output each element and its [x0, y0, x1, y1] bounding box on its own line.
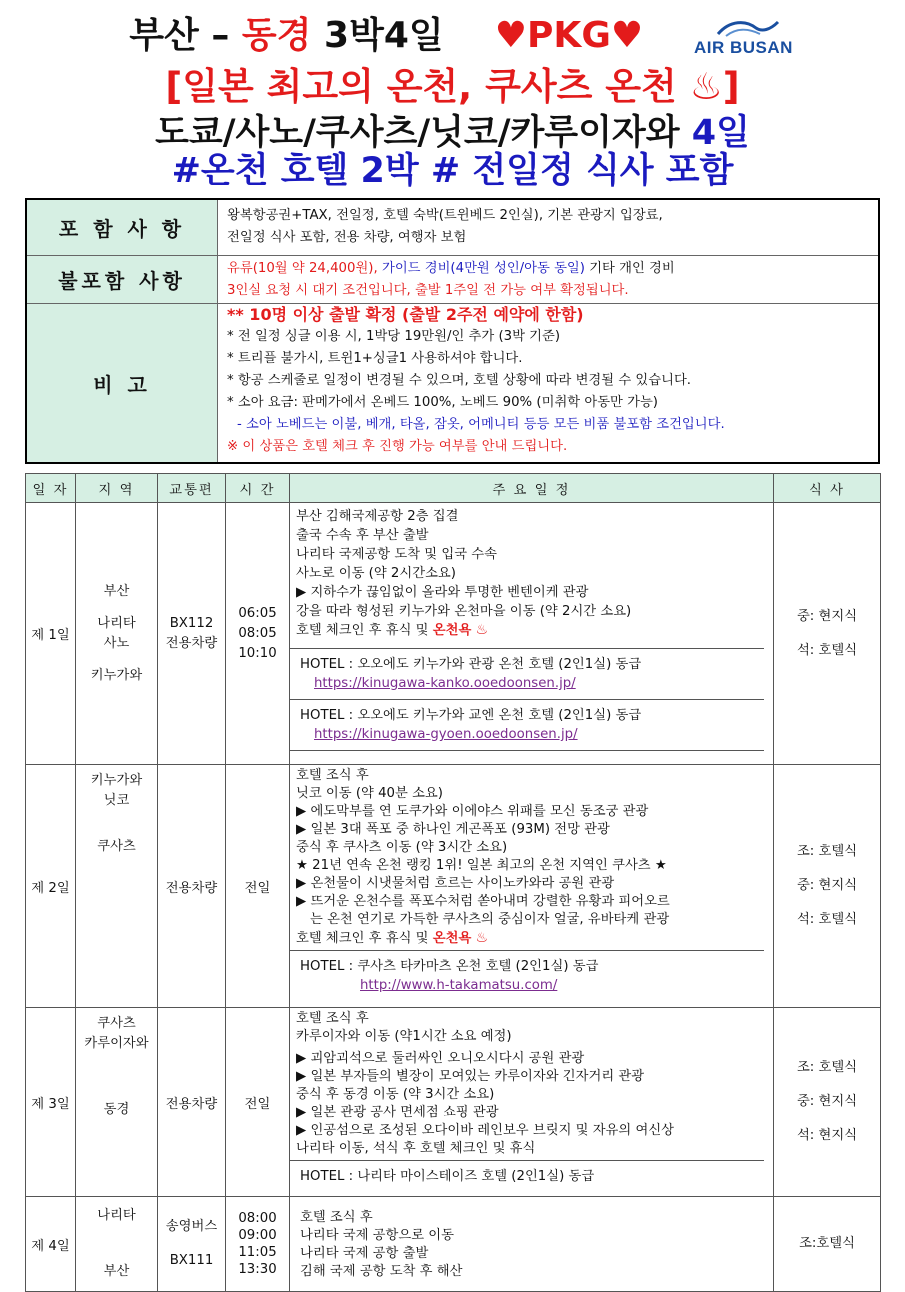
included-text [227, 205, 663, 249]
region-cell [76, 1008, 158, 1197]
heart-icon: ♥ [610, 15, 644, 56]
personal-expense: 기타 개인 경비 [589, 261, 675, 276]
remarks-text [227, 304, 725, 458]
region-name: 동경 [103, 1102, 130, 1117]
meal-item: 중: 현지식 [796, 878, 858, 893]
checkin-text: 호텔 체크인 후 휴식 및 [296, 931, 429, 946]
schedule-line: 는 온천 연기로 가득한 쿠사츠의 중심이자 얼굴, 유바타케 관광 [310, 912, 670, 927]
day-cell: 제 4일 [26, 1197, 76, 1292]
meal-item: 중: 현지식 [796, 1094, 858, 1109]
time-value: 13:30 [238, 1262, 277, 1277]
included-label: 포 함 사 항 [27, 200, 218, 255]
schedule-line: ▶ 에도막부를 연 도쿠가와 이에야스 위패를 모신 동조궁 관광 [296, 804, 649, 819]
schedule-lines [290, 503, 773, 642]
column-header-date: 일 자 [26, 474, 76, 503]
region-name: 부산 [103, 583, 130, 599]
title-duration: 3박4일 [324, 15, 444, 56]
time-cell: 전일 [226, 765, 290, 1008]
table-row [26, 765, 881, 1008]
region-name: 카루이자와 [84, 1036, 149, 1051]
schedule-line: 나리타 국제 공항으로 이동 [300, 1228, 454, 1243]
time-value: 08:00 [238, 1211, 277, 1226]
schedule-cell [290, 1008, 774, 1197]
region-name: 부산 [103, 1264, 130, 1279]
air-busan-wordmark: AIR BUSAN [694, 38, 793, 57]
time-value: 08:05 [238, 625, 277, 641]
hotel-name: HOTEL : 오오에도 키누가와 교엔 온천 호텔 (2인1실) 동급 [300, 708, 642, 723]
excluded-line [227, 258, 675, 280]
time-cell: 전일 [226, 1008, 290, 1197]
table-row [26, 1197, 881, 1292]
schedule-line: 중식 후 동경 이동 (약 3시간 소요) [296, 1087, 495, 1102]
remarks-label: 비 고 [27, 304, 218, 462]
transport-cell: 전용차량 [158, 1008, 226, 1197]
column-header-region: 지 역 [76, 474, 158, 503]
wave-icon [716, 18, 780, 38]
time-cell [226, 503, 290, 765]
region-cell [76, 503, 158, 765]
schedule-line: 닛코 이동 (약 40분 소요) [296, 786, 443, 801]
schedule-line: ▶ 온천물이 시냇물처럼 흐르는 사이노카와라 공원 관광 [296, 876, 615, 891]
package-info-box [25, 198, 880, 464]
schedule-line: 호텔 조식 후 [300, 1210, 373, 1225]
checkin-text: 호텔 체크인 후 휴식 및 [296, 623, 429, 638]
schedule-lines [290, 765, 773, 950]
excluded-label: 불포함 사항 [27, 256, 218, 303]
region-cell [76, 1197, 158, 1292]
fuel-surcharge: 유류(10월 약 24,400원), [227, 261, 378, 276]
schedule-line: ▶ 지하수가 끊임없이 올라와 투명한 벤텐이케 관광 [296, 585, 589, 600]
region-name: 키누가와 [90, 773, 143, 788]
schedule-line: ▶ 인공섬으로 조성된 오다이바 레인보우 브릿지 및 자유의 여신상 [296, 1123, 675, 1138]
schedule-line: 출국 수속 후 부산 출발 [296, 528, 429, 543]
schedule-line [296, 929, 767, 948]
region-name: 쿠사츠 [97, 1016, 136, 1031]
schedule-lines [290, 1205, 773, 1283]
meal-item: 조:호텔식 [799, 1236, 855, 1251]
onsen-label: 온천욕 [432, 931, 472, 946]
table-row [26, 503, 881, 765]
schedule-line: ▶ 일본 3대 폭포 중 하나인 게곤폭포 (93M) 전망 관광 [296, 822, 610, 837]
schedule-cell [290, 765, 774, 1008]
excluded-line: 3인실 요청 시 대기 조건입니다, 출발 1주일 전 가능 여부 확정됩니다. [227, 283, 629, 298]
schedule-line: 호텔 조식 후 [296, 1011, 369, 1026]
time-value: 10:10 [238, 645, 277, 661]
schedule-line: 부산 김해국제공항 2층 집결 [296, 509, 459, 524]
schedule-line: ▶ 뜨거운 온천수를 폭포수처럼 쏟아내며 강렬한 유황과 피어오르 [296, 894, 670, 909]
route-text: 도쿄/사노/쿠사츠/닛코/카루이자와 [155, 113, 680, 153]
schedule-line: 중식 후 쿠사츠 이동 (약 3시간 소요) [296, 840, 508, 855]
day-cell: 제 1일 [26, 503, 76, 765]
day-cell: 제 2일 [26, 765, 76, 1008]
schedule-line: 강을 따라 형성된 키누가와 온천마을 이동 (약 2시간 소요) [296, 604, 632, 619]
column-header-meals: 식 사 [774, 474, 881, 503]
title-origin: 부산 – [129, 15, 230, 56]
schedule-line: ★ 21년 연속 온천 랭킹 1위! 일본 최고의 온천 지역인 쿠사츠 ★ [296, 858, 667, 873]
schedule-line: ▶ 일본 부자들의 별장이 모여있는 카루이자와 긴자거리 관광 [296, 1069, 645, 1084]
remark-line: ※ 이 상품은 호텔 체크 후 진행 가능 여부를 안내 드립니다. [227, 439, 568, 454]
column-header-transport: 교통편 [158, 474, 226, 503]
region-name: 나리타 [97, 615, 136, 631]
flight-number: BX111 [169, 1253, 214, 1268]
schedule-line: 김해 국제 공항 도착 후 해산 [300, 1264, 463, 1279]
region-name: 닛코 [103, 793, 130, 808]
time-value: 06:05 [238, 605, 277, 621]
time-value: 11:05 [238, 1245, 277, 1260]
hotel-block [290, 648, 764, 700]
hotel-block [290, 700, 764, 751]
hot-spring-icon: ♨ [475, 930, 489, 946]
schedule-line: 나리타 국제공항 도착 및 입국 수속 [296, 547, 497, 562]
meal-item: 석: 호텔식 [796, 642, 858, 658]
meal-cell [774, 503, 881, 765]
hotel-link[interactable]: https://kinugawa-kanko.ooedoonsen.jp/ [314, 676, 576, 691]
meal-item: 석: 현지식 [796, 1128, 858, 1143]
remark-line: - 소아 노베드는 이불, 베개, 타올, 잠옷, 어메니티 등등 모든 비품 불포함 조건입니다. [237, 417, 725, 432]
hotel-block [290, 950, 764, 1001]
transport-cell [158, 503, 226, 765]
meal-cell [774, 1008, 881, 1197]
hotel-block [290, 1160, 764, 1192]
column-header-time: 시 간 [226, 474, 290, 503]
meal-item: 석: 호텔식 [796, 912, 858, 927]
heart-icon: ♥ [494, 15, 528, 56]
transport-cell: 전용차량 [158, 765, 226, 1008]
transport-type: 전용차량 [165, 635, 218, 651]
schedule-lines [290, 1008, 773, 1160]
schedule-line: 나리타 이동, 석식 후 호텔 체크인 및 휴식 [296, 1141, 536, 1156]
region-name: 나리타 [97, 1208, 136, 1223]
schedule-line: 나리타 국제 공항 출발 [300, 1246, 429, 1261]
transport-cell [158, 1197, 226, 1292]
hotel-link[interactable]: https://kinugawa-gyoen.ooedoonsen.jp/ [314, 727, 578, 742]
hotel-name: HOTEL : 쿠사츠 타카마츠 온천 호텔 (2인1실) 동급 [300, 959, 599, 974]
time-value: 09:00 [238, 1228, 277, 1243]
title-destination: 동경 [241, 15, 312, 56]
meal-cell [774, 1197, 881, 1292]
hot-spring-icon: ♨ [475, 622, 489, 638]
title-line-2: [일본 최고의 온천, 쿠사츠 온천 ♨] [165, 65, 740, 108]
region-name: 키누가와 [90, 667, 143, 683]
remark-line: * 전 일정 싱글 이용 시, 1박당 19만원/인 추가 (3박 기준) [227, 329, 561, 344]
hotel-name: HOTEL : 나리타 마이스테이즈 호텔 (2인1실) 동급 [300, 1169, 595, 1184]
table-header-row [26, 474, 881, 503]
region-cell [76, 765, 158, 1008]
schedule-cell [290, 1197, 774, 1292]
remark-line: ** 10명 이상 출발 확정 (출발 2주전 예약에 한함) [227, 305, 584, 324]
schedule-line [296, 621, 767, 640]
included-line: 전일정 식사 포함, 전용 차량, 여행자 보험 [227, 230, 467, 245]
meal-cell [774, 765, 881, 1008]
excluded-text [227, 258, 675, 302]
region-name: 사노 [103, 635, 130, 651]
table-row [26, 1008, 881, 1197]
region-name: 쿠사츠 [97, 839, 136, 854]
itinerary-table [25, 473, 881, 1292]
remark-line: * 항공 스케줄로 일정이 변경될 수 있으며, 호텔 상황에 따라 변경될 수 있습니다. [227, 373, 692, 388]
route-days: 4일 [691, 113, 750, 153]
onsen-label: 온천욕 [432, 623, 472, 638]
transport-type: 송영버스 [165, 1219, 218, 1234]
remark-line: * 소아 요금: 판메가에서 온베드 100%, 노베드 90% (미취학 아동만 가능) [227, 395, 658, 410]
guide-fee: 가이드 경비(4만원 성인/아동 동일) [381, 261, 585, 276]
schedule-line: 사노로 이동 (약 2시간소요) [296, 566, 456, 581]
column-header-schedule: 주 요 일 정 [290, 474, 774, 503]
schedule-cell [290, 503, 774, 765]
pkg-label: PKG [527, 15, 611, 56]
title-line-4: #온천 호텔 2박 # 전일정 식사 포함 [171, 151, 734, 191]
time-cell [226, 1197, 290, 1292]
meal-item: 조: 호텔식 [796, 1060, 858, 1075]
schedule-line: ▶ 일본 관광 공사 면세점 쇼핑 관광 [296, 1105, 499, 1120]
hotel-name: HOTEL : 오오에도 키누가와 관광 온천 호텔 (2인1실) 동급 [300, 657, 642, 672]
hotel-link[interactable]: http://www.h-takamatsu.com/ [360, 978, 558, 993]
schedule-line: 호텔 조식 후 [296, 768, 369, 783]
air-busan-logo [694, 18, 798, 62]
flight-number: BX112 [169, 615, 214, 631]
remark-line: * 트리플 불가시, 트윈1+싱글1 사용하셔야 합니다. [227, 351, 523, 366]
schedule-line: ▶ 괴암괴석으로 둘러싸인 오니오시다시 공원 관광 [296, 1051, 585, 1066]
meal-item: 중: 현지식 [796, 608, 858, 624]
title-line-3 [0, 112, 905, 154]
schedule-line: 카루이자와 이동 (약1시간 소요 예정) [296, 1029, 512, 1044]
day-cell: 제 3일 [26, 1008, 76, 1197]
meal-item: 조: 호텔식 [796, 844, 858, 859]
included-line: 왕복항공권+TAX, 전일정, 호텔 숙박(트윈베드 2인실), 기본 관광지 입장료, [227, 208, 663, 223]
